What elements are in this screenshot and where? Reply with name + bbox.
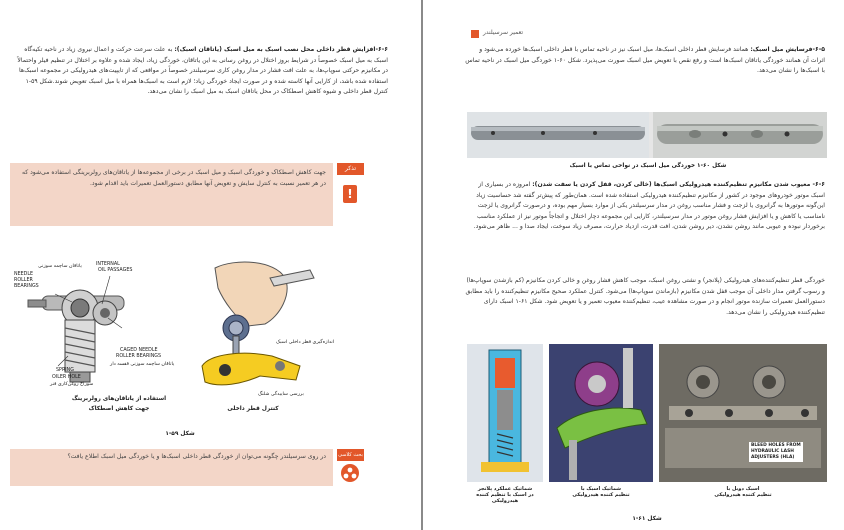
needle-label-fa: یاتاقان ساچمه سوزنی [38, 264, 82, 269]
section-66b-heading: ۶-۶- معیوب شدن مکانیزم تنظیم‌کننده هیدرولیکی اسبک‌ها (خالی کردن، قفل کردن یا سفت شدن): [532, 181, 825, 188]
figure-59 [10, 258, 360, 428]
header-marker [471, 30, 479, 38]
note-tag: تذکر [337, 163, 364, 175]
fig61-caption-b-1: شماتیک اسبک با [580, 486, 622, 492]
fig59-caption-right: کنترل قطر داخلی [227, 406, 279, 412]
internal-label-2: OIL PASSAGES [98, 268, 133, 273]
fig61-caption-a-2: در اسبک با تنظیم کننده [476, 492, 534, 498]
tool-label-fa: اندازه‌گیری قطر داخلی اسبک [276, 340, 335, 345]
section-65-text [465, 45, 825, 77]
discussion-icon [341, 464, 359, 482]
note-text: جهت کاهش اصطکاک و خوردگی اسبک و میل اسبک در برخی از مجموعه‌ها از یاتاقان‌های رولربرینگی استفاده می‌شود که در هر تعمیر نسبت به کنترل سایش و تعویض آنها مطابق دستورالعمل تعمیرات باید اقدام شود. [21, 169, 326, 187]
fig61-caption-c [659, 486, 827, 498]
figure-61-caption: شکل ۶۱-۱ [632, 516, 662, 522]
right-page [423, 0, 844, 530]
figure-61-panel-photo [659, 344, 827, 482]
figure-59-caption: شکل ۵۹-۱ [165, 431, 195, 437]
left-page [0, 0, 421, 530]
bleed-label-2: HYDRAULIC LASH [751, 449, 794, 454]
header-title: تعمیر سرسیلندر [483, 29, 524, 36]
section-66-text [16, 45, 388, 98]
discussion-text: در روی سرسیلندر چگونه می‌توان از خوردگی قطر داخلی اسبک‌ها و یا خوردگی میل اسبک اطلاع یافت؟ [67, 453, 326, 460]
fig61-caption-a-1: شماتیک عملکرد پلانجر [477, 486, 533, 492]
figure-61-panel-plunger [467, 344, 543, 482]
caged-label-2: ROLLER BEARINGS [116, 354, 162, 359]
bleed-label-1: BLEED HOLES FROM [751, 443, 801, 448]
caged-label-fa: یاتاقان ساچمه سوزنی قفسه دار [110, 362, 175, 367]
internal-label-1: INTERNAL [96, 262, 120, 267]
caliper-label-fa: بررسی ساییدگی شلنگ [258, 392, 304, 397]
section-66-body: به علت سرعت حرکت و اعمال نیروی زیاد در ناحیه تکیه‌گاه اسبک به میل اسبک خصوصاً در شرایط بروز اختلال در روغن رسانی به این یاتاقان، خوردگی زیاد، ایجاد شده و علاوه بر اختلال در تنظیم فیلر واحتمالاً در مکانیزم حرکتی سوپاپ‌ها، به علت افت فشار در مدار روغن کاری سرسیلندر خصوصاً در مواقعی که از تایپیت‌های هیدرولیکی در مجموعه اسبک‌ها استفاده شده باشد، از کارایی آنها کاسته شده و در صورت ایجاد خوردگی زیاد؛ لازم است به اسبک‌ها همراه با میل اسبک تعویض شوند.شکل ۵۹-۱ کنترل قطر داخلی و شیوه کاهش اصطکاک در محل یاتاقان اسبک به میل اسبک را نشان می‌دهد. [17, 46, 388, 96]
fig61-caption-b-2: تنظیم کننده هیدرولیکی [572, 492, 630, 498]
bleed-label-3: ADJUSTERS (HLA) [751, 455, 795, 460]
fig59-caption-left-2: جهت کاهش اصطکاک [88, 406, 150, 412]
figure-60-photos [467, 112, 827, 158]
fig61-caption-b [549, 486, 653, 498]
spring-label: SPRING [56, 368, 74, 373]
section-66b-body-2: خوردگی قطر تنظیم‌کننده‌های هیدرولیکی (پلانجر) و نشتی روغن اسبک، موجب کاهش فشار روغن و خالی کردن مکانیزم (کم بازشدن سوپاپ‌ها) و رسوب گرفتن مدار داخلی آن موجب قفل شدن مکانیزم (بازماندن سوپاپ‌ها) می‌شود. کنترل عملکرد صحیح مکانیزم تنظیم‌کننده را باید مطابق دستورالعمل تعمیرات سازنده موتور انجام و در صورت مشاهده عیب، تنظیم‌کننده معیوب تعمیر و یا تعویض شود. شکل ۶۱-۱ اسبک دارای تنظیم‌کننده هیدرولیکی را نشان می‌دهد. [465, 277, 825, 316]
fig59-caption-left-1: استفاده از یاتاقان‌های رولربرینگ [71, 396, 167, 402]
bleed-holes-label [749, 442, 803, 462]
fig61-caption-c-2: تنظیم کننده هیدرولیکی [714, 492, 772, 498]
section-66b-text [465, 180, 825, 233]
section-65-heading: ۶-۵-فرسایش میل اسبک: [750, 46, 825, 53]
fig61-caption-a-3: هیدرولیکی [491, 498, 519, 504]
section-66b-body: امروزه در بسیاری از اسبک موتور خودروهای موجود در کشور از مکانیزم تنظیم‌کننده هیدرولیکی استفاده شده است. همان‌طور که پیش‌تر گفته شد حساسیت زیاد این‌گونه موتورها به گرانروی یا لزجت و فشار مناسب روغن در مدار سرسیلندر یکی از موارد بسیار مهم بوده، و درصورت گرانروی یا لزجت نامناسب یا کاهش و یا افزایش فشار روغن موتور در مدار سرسیلندر، کارایی این مجموعه دچار اختلال و اتجاجاً موتور نیز از عملکرد مناسب برخوردار نبوده و عیوبی مانند روشن نشدن، دیر روشن شدن، افت قدرت، ازدیاد حرارت، مصرف زیاد سوخت، ایجاد صدا و ... ظاهر می‌شود. [473, 181, 825, 231]
figure-61-panel-schematic [549, 344, 653, 482]
fig61-caption-a [467, 486, 543, 504]
needle-label-en3: BEARINGS [14, 284, 39, 289]
oiler-label: OILER HOLE [52, 375, 81, 380]
needle-label-en2: ROLLER [14, 278, 33, 283]
fig61-caption-c-1: اسبک دوبل با [726, 486, 760, 492]
needle-label-en1: NEEDLE [14, 272, 34, 277]
section-65-body: همانند فرسایش قطر داخلی اسبک‌ها، میل اسبک نیز در ناحیه تماس با قطر داخلی اسبک‌ها خورده می‌شود و اثرات آن همانند خوردگی یاتاقان اسبک‌ها است و رفع نقص با تعویض میل اسبک صورت می‌پذیرد. شکل ۶۰-۱ خوردگی میل اسبک در ناحیه تماس با اسبک‌ها را نشان می‌دهد. [465, 46, 825, 75]
figure-60-caption: شکل ۶۰-۱ خوردگی میل اسبک در نواحی تماس با اسبک [569, 163, 727, 169]
warning-icon: ! [343, 185, 357, 203]
section-66-heading: ۶-۶-افزایش قطر داخلی محل نصب اسبک به میل اسبک (یاتاقان اسبک): [174, 46, 388, 53]
discussion-tag: بحث کلاسی [337, 449, 364, 461]
caged-label-1: CAGED NEEDLE [120, 348, 158, 353]
oiler-label-fa: سوراخ روغن‌کاری فنر [50, 382, 94, 387]
